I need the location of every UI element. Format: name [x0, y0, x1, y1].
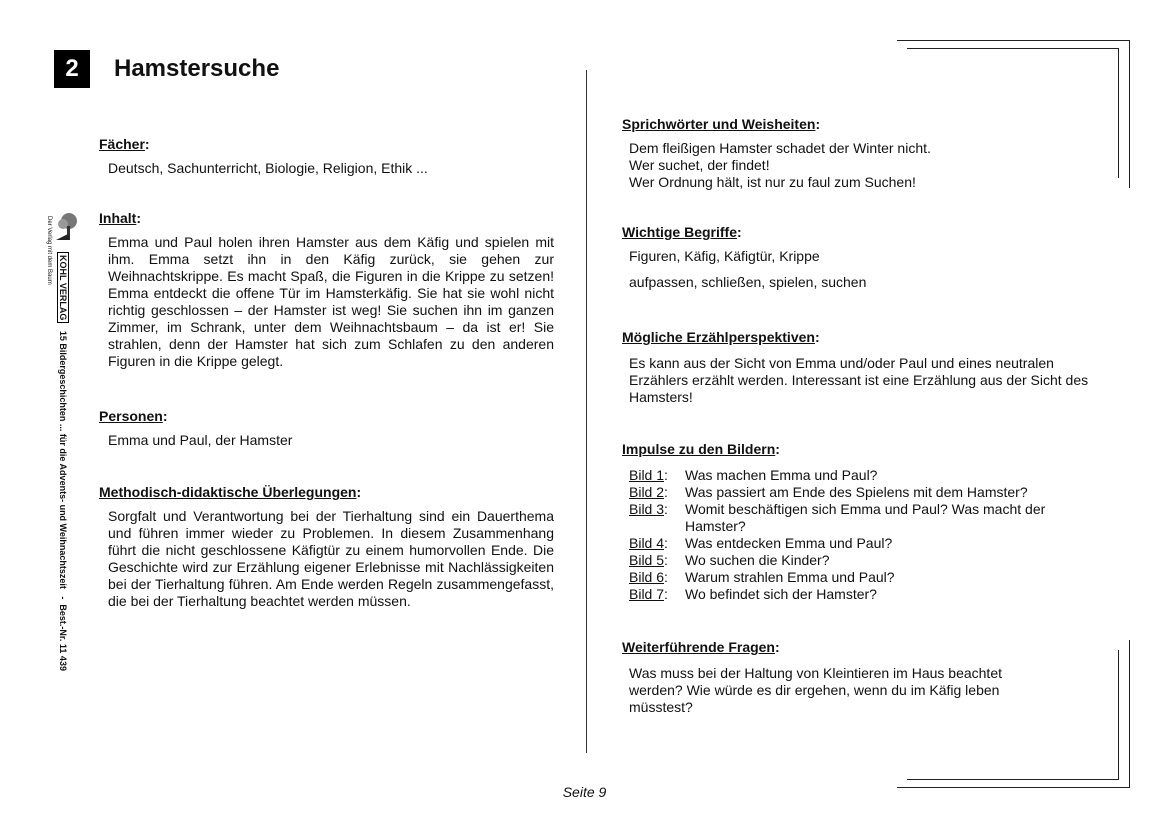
- section-perspektiven-heading: Mögliche Erzählperspektiven:: [622, 329, 820, 345]
- impulse-list: [629, 467, 1092, 603]
- chapter-number-badge: 2: [54, 50, 90, 88]
- publisher-tree-logo-icon: [54, 212, 80, 246]
- column-divider: [586, 70, 587, 753]
- section-faecher-heading: Fächer:: [99, 136, 150, 152]
- personen-text: Emma und Paul, der Hamster: [108, 432, 293, 448]
- list-item: Bild 5: Wo suchen die Kinder?: [629, 552, 830, 568]
- bild-label: Bild 4: [629, 535, 665, 551]
- bild-label: Bild 2: [629, 484, 665, 500]
- faecher-heading-text: Fächer: [99, 136, 145, 152]
- section-personen-heading: Personen:: [99, 408, 168, 424]
- inhalt-text: Emma und Paul holen ihren Hamster aus dem Käfig und spielen mit ihm. Emma setzt ihn in den Käfig zurück, sie gehen zur Weihnachtskrippe. Es macht Spaß, die Figuren in die Krippe zu setzen! Emma entdeckt die offene Tür im Hamsterkäfig. Sie hat sie wohl nicht richtig geschlossen – der Hamster ist weg! Sie suchen ihn im ganzen Zimmer, im Schrank, unter dem Weihnachtsbaum – da ist er! Sie strahlen, denn der Hamster hat sich zum Schlafen zu den anderen Figuren in die Krippe gelegt.: [108, 234, 554, 369]
- perspektiven-heading-text: Mögliche Erzählperspektiven: [622, 329, 815, 345]
- methodisch-text: Sorgfalt und Verantwortung bei der Tierhaltung sind ein Dauerthema und führen immer wieder zu Problemen. In diesem Zusammenhang führt die nicht geschlossene Käfigtür zu einem humorvollen Ende. Die Geschichte wird zur Erzählung eigener Erlebnisse mit Nachlässigkeiten bei der Tierhaltung führen. Am Ende werden Regeln zusammengefasst, die bei der Tierhaltung beachtet werden müssen.: [108, 508, 554, 609]
- begriffe-heading-text: Wichtige Begriffe: [622, 224, 737, 240]
- sprichwoerter-list: [629, 140, 1092, 191]
- sprichwoerter-heading-text: Sprichwörter und Weisheiten: [622, 116, 816, 132]
- list-item: Bild 1: Was machen Emma und Paul?: [629, 467, 878, 483]
- bild-label: Bild 6: [629, 569, 665, 585]
- impulse-text: Womit beschäftigen sich Emma und Paul? Was macht der Hamster?: [685, 501, 1046, 534]
- list-item: Bild 6: Warum strahlen Emma und Paul?: [629, 569, 895, 585]
- personen-heading-text: Personen: [99, 408, 163, 424]
- impulse-text: Wo suchen die Kinder?: [685, 552, 830, 568]
- sprichwort-line: Wer suchet, der findet!: [629, 157, 770, 173]
- section-sprichwoerter-heading: Sprichwörter und Weisheiten:: [622, 116, 821, 132]
- list-item: Bild 2: Was passiert am Ende des Spielens mit dem Hamster?: [629, 484, 1028, 500]
- sidebar-publisher-info: [46, 212, 70, 671]
- series-title: 15 Bildergeschichten ... für die Advents- und Weihnachtszeit: [58, 330, 68, 589]
- list-item: Bild 3: Womit beschäftigen sich Emma und Paul? Was macht der Hamster?: [629, 501, 1092, 535]
- sprichwort-line: Dem fleißigen Hamster schadet der Winter nicht.: [629, 140, 931, 156]
- page-number: Seite 9: [562, 784, 607, 800]
- begriffe-line-1: Figuren, Käfig, Käfigtür, Krippe: [629, 248, 820, 264]
- impulse-text: Warum strahlen Emma und Paul?: [685, 569, 895, 585]
- bild-label: Bild 1: [629, 467, 665, 483]
- bild-label: Bild 3: [629, 501, 665, 517]
- bild-label: Bild 5: [629, 552, 665, 568]
- sprichwort-line: Wer Ordnung hält, ist nur zu faul zum Suchen!: [629, 174, 916, 190]
- section-impulse-heading: Impulse zu den Bildern:: [622, 441, 780, 457]
- impulse-text: Was passiert am Ende des Spielens mit dem Hamster?: [685, 484, 1028, 500]
- section-begriffe-heading: Wichtige Begriffe:: [622, 224, 742, 240]
- faecher-text: Deutsch, Sachunterricht, Biologie, Religion, Ethik ...: [108, 160, 428, 176]
- section-fragen-heading: Weiterführende Fragen:: [622, 639, 780, 655]
- perspektiven-text: Es kann aus der Sicht von Emma und/oder Paul und eines neutralen Erzählers erzählt werden. Interessant ist eine Erzählung aus der Sicht des Hamsters!: [629, 355, 1089, 405]
- impulse-text: Was entdecken Emma und Paul?: [685, 535, 893, 551]
- right-column: [622, 116, 1092, 716]
- list-item: Bild 4: Was entdecken Emma und Paul?: [629, 535, 893, 551]
- order-number: Best.-Nr. 11 439: [58, 604, 68, 671]
- fragen-text: Was muss bei der Haltung von Kleintieren im Haus beachtet werden? Wie würde es dir ergehen, wenn du im Käfig leben müsstest?: [629, 665, 1002, 715]
- list-item: Bild 7: Wo befindet sich der Hamster?: [629, 586, 877, 602]
- methodisch-heading-text: Methodisch-didaktische Überlegungen: [99, 484, 357, 500]
- page-title: Hamstersuche: [114, 55, 280, 82]
- section-inhalt-heading: Inhalt:: [99, 210, 142, 226]
- publisher-name: KOHL VERLAG: [57, 252, 69, 323]
- publisher-tagline: Der Verlag mit dem Baum: [46, 216, 52, 285]
- sidebar-series-title: KOHL VERLAG 15 Bildergeschichten ... für die Advents- und Weihnachtszeit - Best.-Nr. 11 439: [57, 252, 68, 671]
- begriffe-line-2: aufpassen, schließen, spielen, suchen: [629, 274, 867, 290]
- section-methodisch-heading: Methodisch-didaktische Überlegungen:: [99, 484, 362, 500]
- impulse-text: Was machen Emma und Paul?: [685, 467, 878, 483]
- inhalt-heading-text: Inhalt: [99, 210, 137, 226]
- fragen-heading-text: Weiterführende Fragen: [622, 639, 775, 655]
- left-column: [99, 136, 554, 610]
- bild-label: Bild 7: [629, 586, 665, 602]
- impulse-heading-text: Impulse zu den Bildern: [622, 441, 776, 457]
- impulse-text: Wo befindet sich der Hamster?: [685, 586, 877, 602]
